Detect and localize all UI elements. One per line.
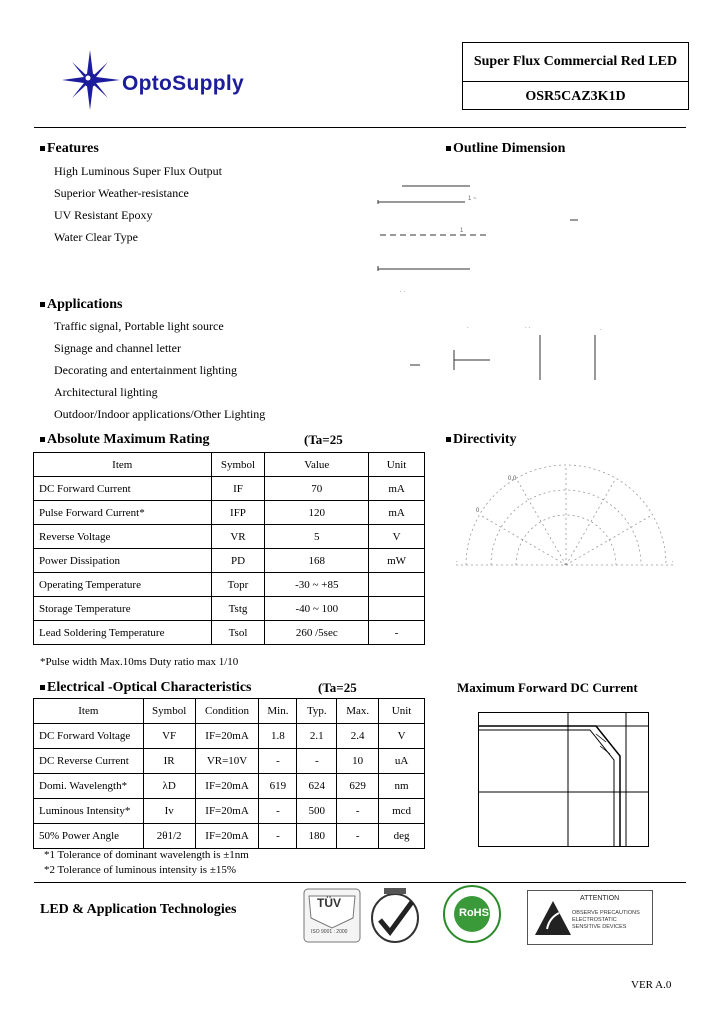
condition-cell: IF=20mA — [195, 774, 259, 799]
features-list — [54, 164, 222, 252]
table-row — [34, 774, 425, 799]
column-header: Min. — [259, 699, 297, 724]
max-cell: 2.4 — [337, 724, 379, 749]
list-item: UV Resistant Epoxy — [54, 208, 153, 222]
item-cell: Pulse Forward Current* — [34, 501, 212, 525]
iso-text: ISO 9001 : 2000 — [311, 929, 348, 935]
electrical-note-2: *2 Tolerance of luminous intensity is ±15% — [44, 864, 237, 876]
item-cell: Power Dissipation — [34, 549, 212, 573]
max-cell: - — [337, 824, 379, 849]
table-header-row — [34, 699, 425, 724]
tuv-certification-badge — [303, 888, 361, 943]
value-cell: 260 /5sec — [265, 621, 369, 645]
attention-line: OBSERVE PRECAUTIONS — [572, 910, 640, 916]
esd-attention-label — [527, 890, 653, 945]
list-item: Traffic signal, Portable light source — [54, 319, 224, 333]
symbol-cell: IR — [143, 749, 195, 774]
table-row — [34, 799, 425, 824]
features-heading: Features — [40, 141, 99, 157]
item-cell: DC Forward Voltage — [34, 724, 144, 749]
tuv-text: TÜV — [317, 896, 341, 910]
unit-cell — [369, 573, 425, 597]
typ-cell: 2.1 — [297, 724, 337, 749]
symbol-cell: VF — [143, 724, 195, 749]
svg-text:1 ~: 1 ~ — [468, 196, 477, 202]
typ-cell: 180 — [297, 824, 337, 849]
typ-cell: 624 — [297, 774, 337, 799]
part-number: OSR5CAZ3K1D — [525, 89, 626, 104]
unit-cell: - — [369, 621, 425, 645]
item-cell: Reverse Voltage — [34, 525, 212, 549]
symbol-cell: Topr — [211, 573, 265, 597]
max-cell: 10 — [337, 749, 379, 774]
rohs-text: RoHS — [459, 907, 489, 919]
abs-max-heading: Absolute Maximum Rating — [40, 432, 210, 448]
list-item: Decorating and entertainment lighting — [54, 363, 237, 377]
unit-cell: V — [369, 525, 425, 549]
star-logo-icon — [58, 50, 122, 110]
value-cell: 70 — [265, 477, 369, 501]
symbol-cell: Iv — [143, 799, 195, 824]
item-cell: DC Reverse Current — [34, 749, 144, 774]
max-current-chart — [478, 704, 688, 849]
value-cell: 5 — [265, 525, 369, 549]
attention-line: ELECTROSTATIC — [572, 917, 617, 923]
table-row — [34, 597, 425, 621]
table-row — [34, 621, 425, 645]
column-header: Max. — [337, 699, 379, 724]
list-item: Outdoor/Indoor applications/Other Lighting — [54, 407, 266, 421]
applications-list — [54, 319, 265, 429]
column-header: Item — [34, 453, 212, 477]
list-item: Architectural lighting — [54, 385, 158, 399]
value-cell: -30 ~ +85 — [265, 573, 369, 597]
rohs-badge — [440, 884, 504, 944]
min-cell: - — [259, 799, 297, 824]
item-cell: Lead Soldering Temperature — [34, 621, 212, 645]
svg-text:0.0: 0.0 — [508, 476, 517, 482]
svg-text:. .: . . — [400, 288, 406, 294]
symbol-cell: VR — [211, 525, 265, 549]
electrical-condition: (Ta=25 — [318, 680, 357, 695]
svg-text:0: 0 — [476, 508, 480, 514]
table-row — [34, 824, 425, 849]
item-cell: Storage Temperature — [34, 597, 212, 621]
applications-heading: Applications — [40, 297, 122, 313]
electrical-table — [33, 698, 425, 849]
condition-cell: IF=20mA — [195, 799, 259, 824]
typ-cell: - — [297, 749, 337, 774]
max-cell: - — [337, 799, 379, 824]
list-item: Water Clear Type — [54, 230, 138, 244]
company-logo — [58, 50, 278, 110]
outline-heading: Outline Dimension — [446, 141, 565, 157]
unit-cell: uA — [379, 749, 425, 774]
symbol-cell: Tsol — [211, 621, 265, 645]
symbol-cell: PD — [211, 549, 265, 573]
item-cell: 50% Power Angle — [34, 824, 144, 849]
column-header: Typ. — [297, 699, 337, 724]
table-row — [34, 749, 425, 774]
table-row — [34, 724, 425, 749]
symbol-cell: IFP — [211, 501, 265, 525]
min-cell: - — [259, 749, 297, 774]
version-label: VER A.0 — [631, 979, 672, 991]
outline-drawing — [370, 170, 630, 420]
product-title: Super Flux Commercial Red LED — [463, 43, 688, 82]
list-item: Signage and channel letter — [54, 341, 181, 355]
value-cell: 120 — [265, 501, 369, 525]
min-cell: 1.8 — [259, 724, 297, 749]
symbol-cell: 2θ1/2 — [143, 824, 195, 849]
unit-cell: mcd — [379, 799, 425, 824]
max-cell: 629 — [337, 774, 379, 799]
column-header: Symbol — [211, 453, 265, 477]
list-item: High Luminous Super Flux Output — [54, 164, 223, 178]
table-row — [34, 477, 425, 501]
item-cell: Luminous Intensity* — [34, 799, 144, 824]
attention-title: ATTENTION — [580, 895, 620, 902]
product-title-box — [462, 42, 689, 110]
attention-line: SENSITIVE DEVICES — [572, 924, 627, 930]
item-cell: Operating Temperature — [34, 573, 212, 597]
abs-max-note: *Pulse width Max.10ms Duty ratio max 1/10 — [40, 656, 239, 668]
condition-cell: IF=20mA — [195, 724, 259, 749]
item-cell: DC Forward Current — [34, 477, 212, 501]
typ-cell: 500 — [297, 799, 337, 824]
abs-max-table — [33, 452, 425, 645]
svg-text:.: . — [600, 326, 602, 332]
svg-text:.: . — [456, 558, 458, 564]
unit-cell: deg — [379, 824, 425, 849]
symbol-cell: λD — [143, 774, 195, 799]
column-header: Value — [265, 453, 369, 477]
min-cell: - — [259, 824, 297, 849]
unit-cell: V — [379, 724, 425, 749]
abs-max-condition: (Ta=25 — [304, 432, 343, 447]
table-row — [34, 501, 425, 525]
column-header: Item — [34, 699, 144, 724]
value-cell: 168 — [265, 549, 369, 573]
unit-cell: nm — [379, 774, 425, 799]
value-cell: -40 ~ 100 — [265, 597, 369, 621]
column-header: Condition — [195, 699, 259, 724]
directivity-chart — [446, 460, 686, 590]
logo-text: OptoSupply — [122, 72, 244, 95]
table-row — [34, 549, 425, 573]
svg-text:.: . — [672, 558, 674, 564]
footer-divider — [34, 882, 686, 883]
unit-cell — [369, 597, 425, 621]
max-current-heading: Maximum Forward DC Current — [457, 680, 638, 695]
condition-cell: IF=20mA — [195, 824, 259, 849]
column-header: Unit — [369, 453, 425, 477]
list-item: Superior Weather-resistance — [54, 186, 189, 200]
symbol-cell: Tstg — [211, 597, 265, 621]
symbol-cell: IF — [211, 477, 265, 501]
attention-text — [572, 910, 652, 931]
unit-cell: mA — [369, 477, 425, 501]
table-row — [34, 573, 425, 597]
svg-text:. .: . . — [525, 324, 531, 330]
unit-cell: mA — [369, 501, 425, 525]
header-divider — [34, 127, 686, 128]
svg-text:.: . — [467, 324, 469, 330]
electrical-heading: Electrical -Optical Characteristics — [40, 680, 251, 696]
item-cell: Domi. Wavelength* — [34, 774, 144, 799]
esd-warning-icon — [533, 899, 573, 939]
column-header: Unit — [379, 699, 425, 724]
svg-text:1: 1 — [460, 228, 464, 234]
checkmark-certification-badge — [370, 886, 420, 944]
condition-cell: VR=10V — [195, 749, 259, 774]
unit-cell: mW — [369, 549, 425, 573]
table-header-row — [34, 453, 425, 477]
electrical-note-1: *1 Tolerance of dominant wavelength is ±1nm — [44, 849, 249, 861]
company-name: LED & Application Technologies — [40, 902, 237, 917]
table-row — [34, 525, 425, 549]
column-header: Symbol — [143, 699, 195, 724]
min-cell: 619 — [259, 774, 297, 799]
directivity-heading: Directivity — [446, 432, 517, 448]
